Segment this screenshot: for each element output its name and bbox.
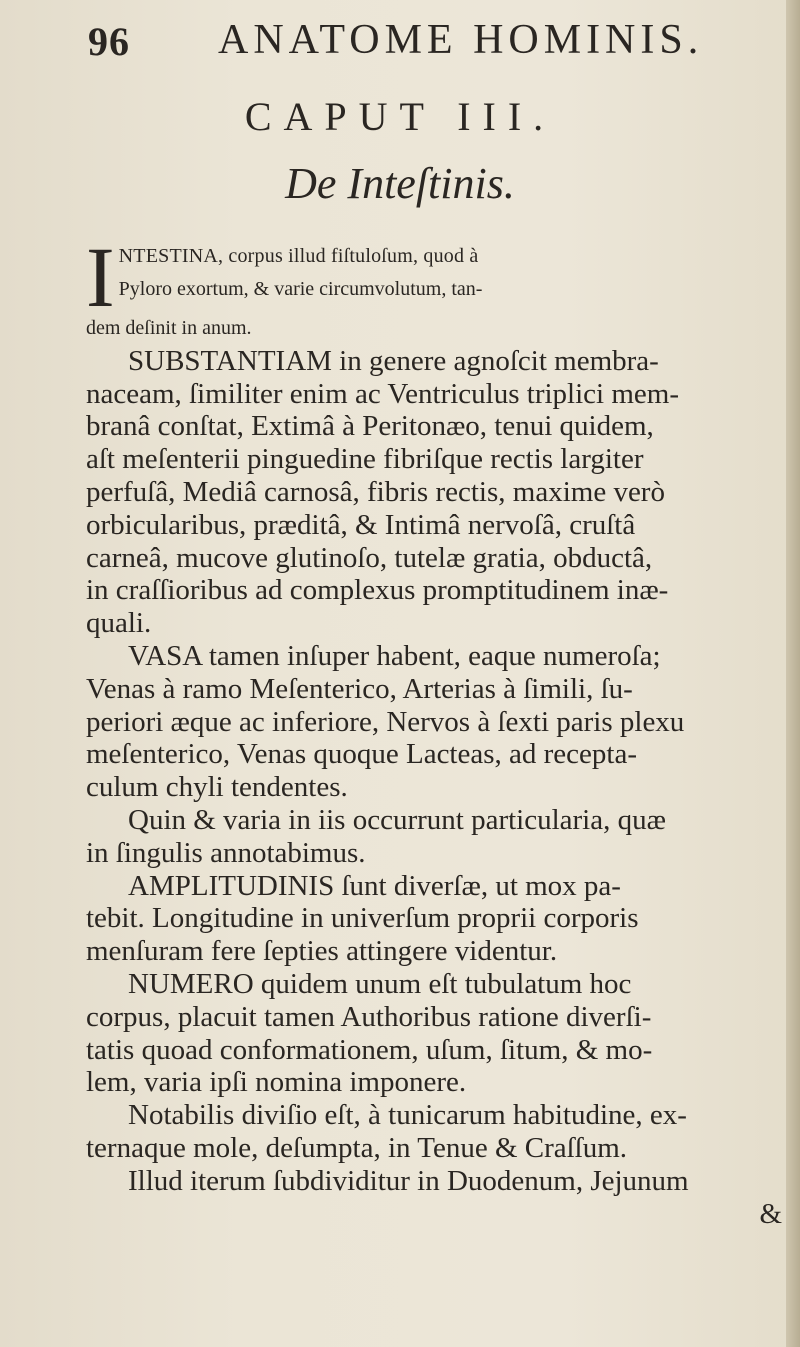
paragraph-3 (86, 640, 792, 804)
text-line: perfuſâ, Mediâ carnosâ, fibris rectis, maxime verò (86, 475, 665, 508)
paragraph-5 (86, 870, 792, 968)
text-line: Pyloro exortum, & varie circumvolutum, tan- (118, 277, 483, 300)
text-line: SUBSTANTIAM in genere agnoſcit membra- (128, 344, 659, 377)
text-line: periori æque ac inferiore, Nervos à ſexti paris plexu (86, 705, 685, 738)
body-text (86, 229, 792, 1230)
text-line: branâ conſtat, Extimâ à Peritonæo, tenui quidem, (86, 410, 654, 443)
drop-cap: I (86, 229, 115, 325)
text-line: menſuram fere ſepties attingere videntur. (86, 935, 558, 968)
text-line: AMPLITUDINIS ſunt diverſæ, ut mox pa- (128, 869, 621, 902)
text-line: ternaque mole, deſumpta, in Tenue & Craſſum. (86, 1131, 628, 1164)
text-line: tatis quoad conformationem, uſum, ſitum, & mo- (86, 1033, 653, 1066)
text-line: Venas à ramo Meſenterico, Arterias à ſimili, ſu- (86, 672, 633, 705)
text-line: dem deſinit in anum. (86, 317, 252, 339)
text-line: Quin & varia in iis occurrunt particularia, quæ (128, 803, 666, 836)
text-line: NUMERO quidem unum eſt tubulatum hoc (128, 967, 632, 1000)
text-line: in craſſioribus ad complexus promptitudinem inæ- (86, 574, 669, 607)
text-line: tebit. Longitudine in univerſum proprii corporis (86, 902, 639, 935)
paragraph-7 (86, 1099, 792, 1197)
text-line: Notabilis diviſio eſt, à tunicarum habitudine, ex- (128, 1099, 687, 1132)
text-line: naceam, ſimiliter enim ac Ventriculus triplici mem- (86, 377, 679, 410)
paragraph-6 (86, 968, 792, 1099)
text-line: aſt meſenterii pinguedine fibriſque rectis largiter (86, 443, 644, 476)
text-line: NTESTINA, corpus illud fiſtuloſum, quod à (118, 245, 479, 267)
text-line: VASA tamen inſuper habent, eaque numeroſa; (128, 639, 661, 672)
chapter-title: De Inteſtinis. (285, 159, 515, 208)
page-number: 96 (88, 19, 130, 64)
paragraph-4 (86, 804, 792, 870)
text-line: carneâ, mucove glutinoſo, tutelæ gratia, obductâ, (86, 541, 653, 574)
running-title: ANATOME HOMINIS. (218, 17, 704, 63)
paragraph-1 (86, 229, 792, 345)
catchword: & (759, 1197, 782, 1230)
text-line: orbicularibus, præditâ, & Intimâ nervoſâ, cruſtâ (86, 508, 636, 541)
chapter-heading: CAPUT III. (244, 94, 556, 139)
page-header (88, 14, 728, 70)
text-line: culum chyli tendentes. (86, 771, 348, 804)
text-line: Illud iterum ſubdividitur in Duodenum, Jejunum (128, 1164, 689, 1197)
text-line: quali. (86, 607, 152, 640)
text-line: lem, varia ipſi nomina imponere. (86, 1066, 467, 1099)
text-line: corpus, placuit tamen Authoribus ratione diverſi- (86, 1000, 652, 1033)
text-line: in ſingulis annotabimus. (86, 836, 366, 869)
paragraph-2 (86, 345, 792, 640)
text-line: meſenterico, Venas quoque Lacteas, ad recepta- (86, 738, 637, 771)
